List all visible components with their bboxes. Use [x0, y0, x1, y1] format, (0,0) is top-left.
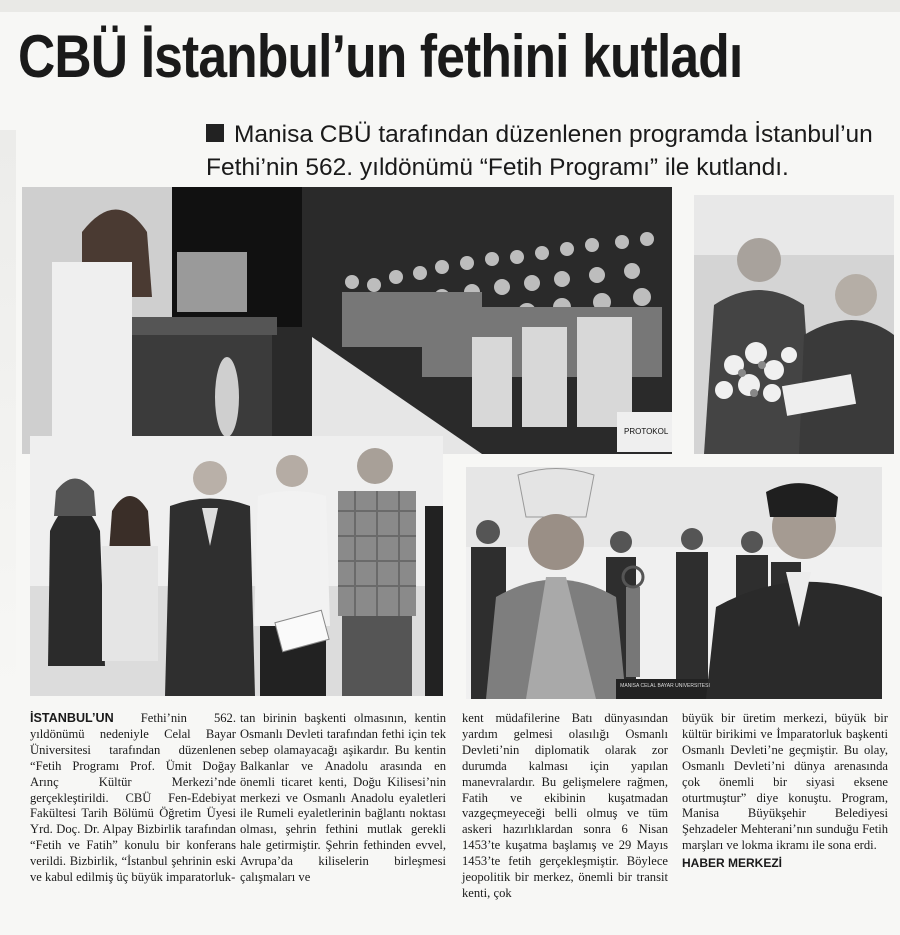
body-column-3	[462, 711, 668, 902]
page-margin-shadow	[0, 130, 16, 690]
photo-flower-presentation	[694, 195, 894, 454]
lead-word: İSTANBUL’UN	[30, 711, 114, 725]
article-body	[30, 711, 890, 921]
body-column-4	[682, 711, 888, 872]
photo-group	[30, 436, 443, 696]
byline: HABER MERKEZİ	[682, 856, 783, 871]
column-4-text: büyük bir üretim merkezi, büyük bir kültür birikimi ve İmparatorluk başkenti Osmanlı Devleti’ne geçmiştir. Bu olay, Osmanlı Devleti’ni dünya arenasında çok önemli bir siyasi eksene oturtmuştur” diye konuştu. Program, Manisa Büyükşehir Belediyesi Şehzadeler Mehterani’nın sunduğu Fetih marşları ve lokma ikramı ile sona erdi.	[682, 711, 888, 853]
protocol-sign: PROTOKOL	[624, 427, 669, 436]
article-deck	[206, 118, 896, 184]
deck-text: Manisa CBÜ tarafından düzenlenen programda İstanbul’un Fethi’nin 562. yıldönümü “Fetih Programı” ile kutlandı.	[206, 121, 873, 181]
column-2-text: tan birinin başkenti olmasının, kentin Osmanlı Devleti tarafından fethi için tek sebep olamayacağı aşikardır. Bu kentin Balkanlar ve Anadolu arasında en önemli ticaret kenti, Doğu Kilisesi’nin merkezi ve Osmanlı Anadolu eyaletleri ile Rumeli eyaletlerinin bağlantı noktası olması, şehrin fethini mutlak gerekli hale getirmiştir. Şehrin fethinden evvel, Avrupa’da kiliselerin birleşmesi çalışmaları ve	[240, 711, 446, 885]
article-headline: CBÜ İstanbul’un fethini kutladı	[18, 23, 743, 90]
award-plaque: MANİSA CELAL BAYAR ÜNİVERSİTESİ	[620, 683, 710, 689]
body-column-2	[240, 711, 446, 886]
column-1-text: Fethi’nin 562. yıldönümü nedeniyle Celal Bayar Üniversitesi tarafından düzenlenen “Fetih Programı Prof. Ümit Doğay Arınç Kültür Merkezi’nde gerçekleştirildi. CBÜ Fen-Edebiyat Fakültesi Tarih Bölümü Öğretim Üyesi Yrd. Doç. Dr. Alpay Bizbirlik tarafından “Fetih ve Fatih” konulu bir konferans verildi. Bizbirlik, “İstanbul şehrinin eski ve kabul edilmiş üç büyük imparatorluk-	[30, 711, 236, 885]
column-3-text: kent müdafilerine Batı dünyasından yardım gelmesi olasılığı Osmanlı Devleti’nin diplomatik olarak zor durumda kalması için yapılan manevralardır. Bu gelişmelere rağmen, Fatih ve ekibinin kuşatmadan vazgeçmeyeceği belli olmuş ve tüm askeri hazırlıklardan sonra 6 Nisan 1453’te kuşatma başlamış ve 29 Mayıs 1453’te fetih gerçekleşmiştir. Böylece jeopolitik bir merkez, önemli bir transit kenti, çok	[462, 711, 668, 900]
previous-page-strip	[0, 0, 900, 12]
body-column-1	[30, 711, 236, 886]
deck-bullet-icon	[206, 124, 224, 142]
photo-lecture-hall	[22, 187, 672, 454]
photo-mehter-award	[466, 467, 882, 699]
